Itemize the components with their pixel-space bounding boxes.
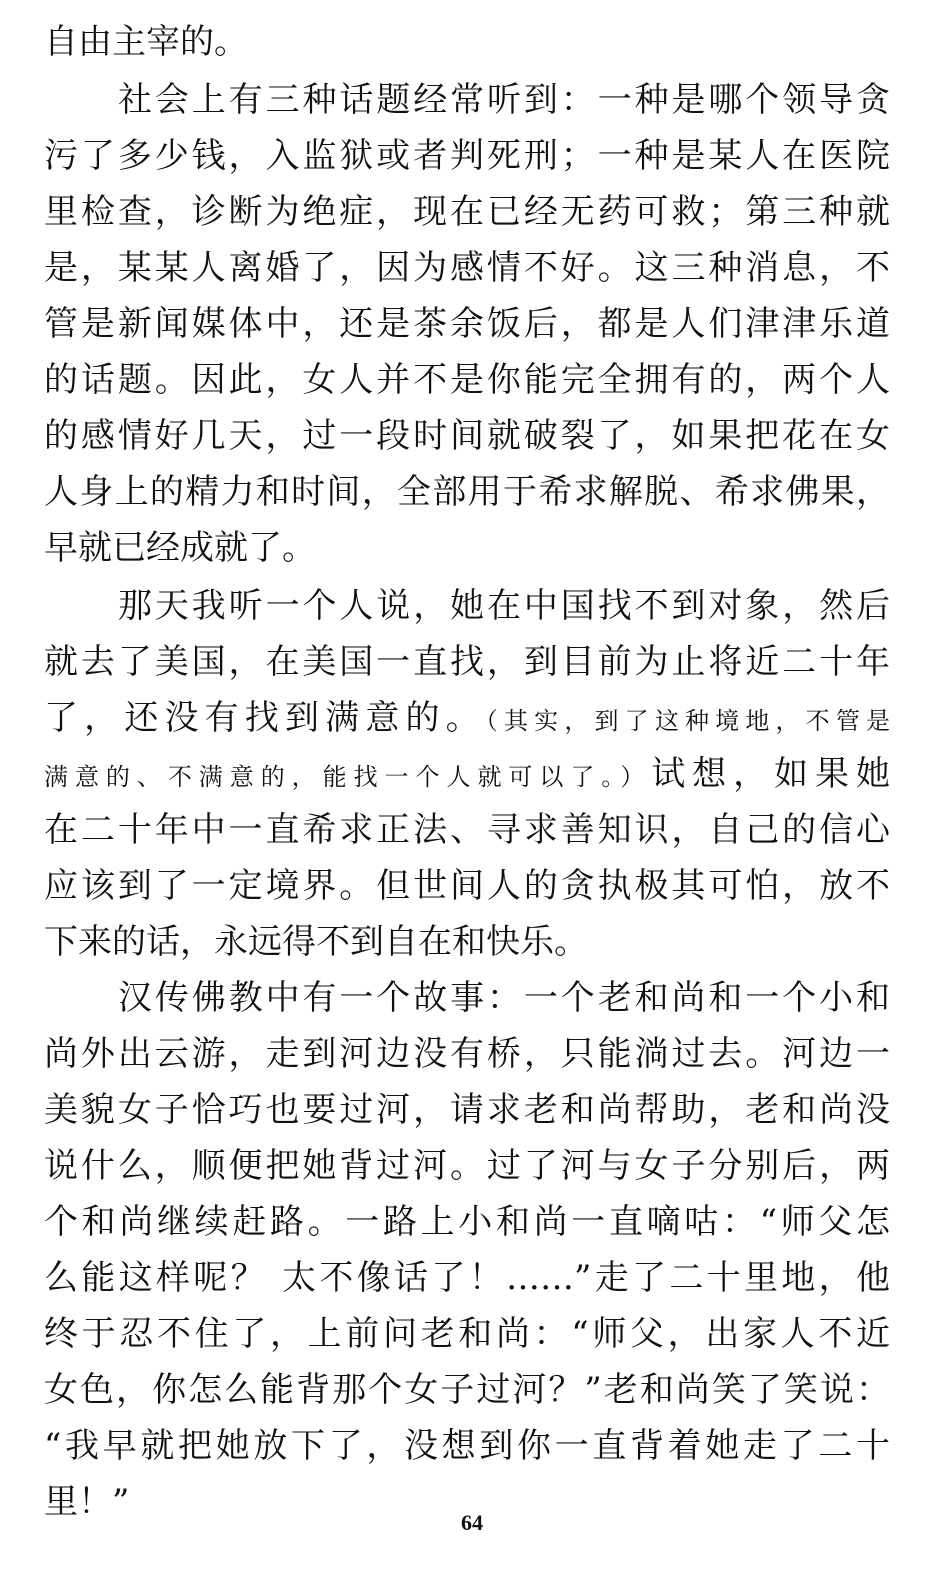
page-number: 64 bbox=[461, 1510, 483, 1535]
text-segment: 试想，如果她 bbox=[651, 754, 891, 794]
text-line: 应该到了一定境界。但世间人的贪执极其可怕，放不 bbox=[44, 866, 890, 906]
text-line: 个和尚继续赶路。一路上小和尚一直嘀咕：“师父怎 bbox=[44, 1202, 890, 1242]
text-line: 是，某某人离婚了，因为感情不好。这三种消息，不 bbox=[44, 248, 890, 288]
parenthetical-note: （其实，到了这种境地，不管是 bbox=[485, 707, 891, 735]
text-line: 自由主宰的。 bbox=[44, 22, 248, 62]
text-line: 管是新闻媒体中，还是茶余饭后，都是人们津津乐道 bbox=[44, 304, 890, 344]
text-line: “我早就把她放下了，没想到你一直背着她走了二十 bbox=[44, 1426, 890, 1466]
text-line bbox=[44, 746, 890, 802]
paragraph-start-line: 社会上有三种话题经常听到：一种是哪个领导贪 bbox=[118, 80, 890, 120]
text-line: 美貌女子恰巧也要过河，请求老和尚帮助，老和尚没 bbox=[44, 1090, 890, 1130]
text-segment: 了，还没有找到满意的。 bbox=[44, 698, 486, 738]
text-line: 里！” bbox=[44, 1482, 130, 1522]
text-line: 里检查，诊断为绝症，现在已经无药可救；第三种就 bbox=[44, 192, 890, 232]
text-line: 早就已经成就了。 bbox=[44, 528, 316, 568]
paragraph-start-line: 汉传佛教中有一个故事：一个老和尚和一个小和 bbox=[118, 978, 890, 1018]
text-line: 么能这样呢？ 太不像话了！……”走了二十里地，他 bbox=[44, 1258, 890, 1298]
text-line bbox=[44, 690, 890, 746]
text-line: 的话题。因此，女人并不是你能完全拥有的，两个人 bbox=[44, 360, 890, 400]
text-line: 在二十年中一直希求正法、寻求善知识，自己的信心 bbox=[44, 810, 890, 850]
parenthetical-note: 满意的、不满意的，能找一个人就可以了。） bbox=[44, 763, 652, 791]
paragraph-start-line: 那天我听一个人说，她在中国找不到对象，然后 bbox=[118, 586, 890, 626]
text-line: 污了多少钱，入监狱或者判死刑；一种是某人在医院 bbox=[44, 136, 890, 176]
text-line: 说什么，顺便把她背过河。过了河与女子分别后，两 bbox=[44, 1146, 890, 1186]
text-line: 终于忍不住了，上前问老和尚：“师父，出家人不近 bbox=[44, 1314, 890, 1354]
text-line: 的感情好几天，过一段时间就破裂了，如果把花在女 bbox=[44, 416, 890, 456]
text-line: 尚外出云游，走到河边没有桥，只能淌过去。河边一 bbox=[44, 1034, 890, 1074]
text-line: 女色，你怎么能背那个女子过河？”老和尚笑了笑说： bbox=[44, 1370, 890, 1410]
text-line: 就去了美国，在美国一直找，到目前为止将近二十年 bbox=[44, 642, 890, 682]
text-line: 人身上的精力和时间，全部用于希求解脱、希求佛果， bbox=[44, 472, 890, 512]
text-line: 下来的话，永远得不到自在和快乐。 bbox=[44, 922, 588, 962]
